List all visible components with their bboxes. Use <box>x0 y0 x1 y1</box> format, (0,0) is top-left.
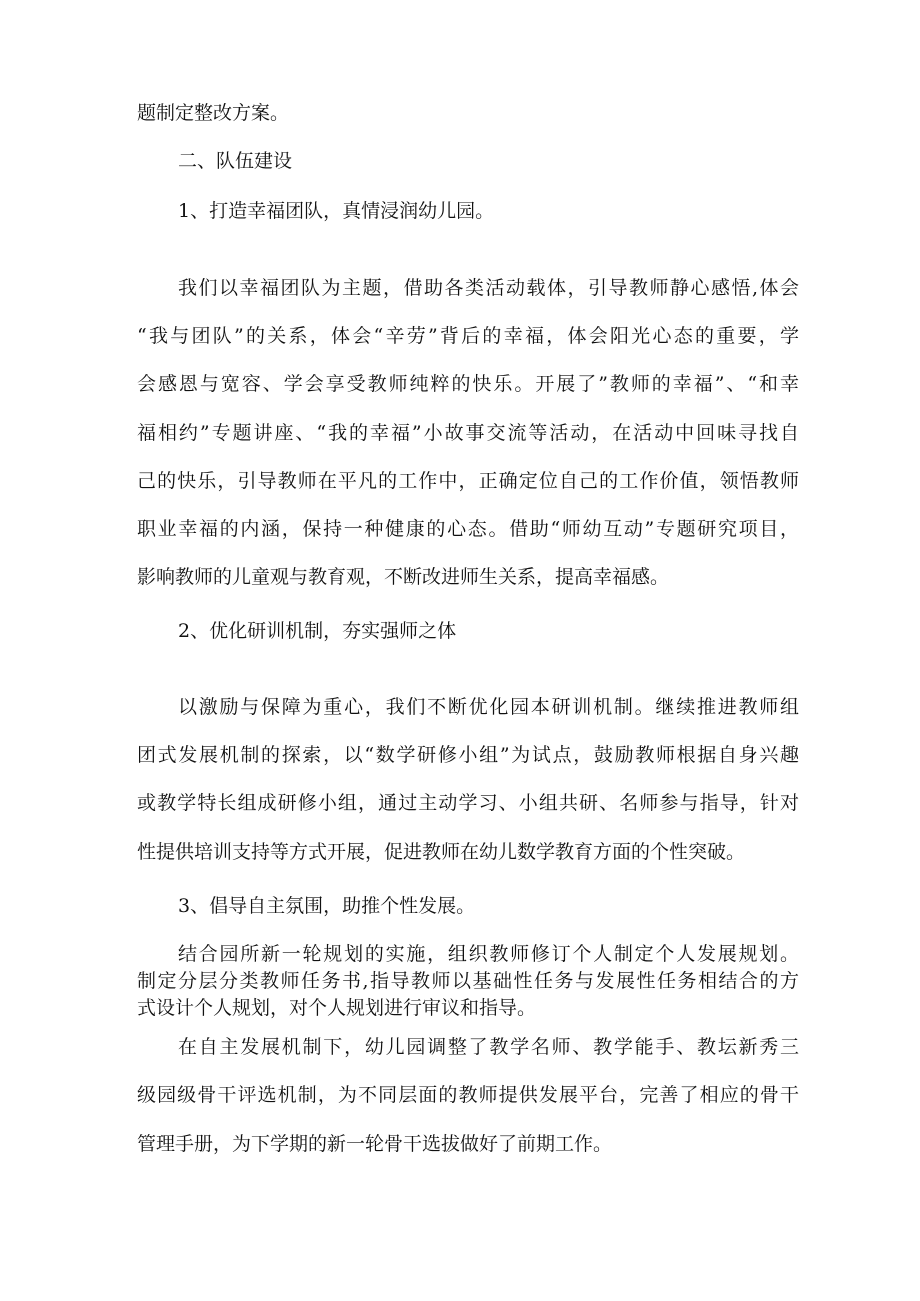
text-line: 影响教师的儿童观与教育观，不断改进师生关系，提高幸福感。 <box>137 566 670 588</box>
subsection-heading: 3、倡导自主氛围，助推个性发展。 <box>178 895 476 917</box>
text-line: 或教学特长组成研修小组，通过主动学习、小组共研、名师参与指导，针对 <box>137 792 799 814</box>
text-line: 以激励与保障为重心，我们不断优化园本研训机制。继续推进教师组 <box>178 696 799 718</box>
text-line: 团式发展机制的探索，以“数学研修小组”为试点，鼓励教师根据自身兴趣 <box>137 744 799 766</box>
text-line: 制定分层分类教师任务书,指导教师以基础性任务与发展性任务相结合的方 <box>137 970 799 992</box>
subsection-heading: 1、打造幸福团队，真情浸润幼儿园。 <box>178 200 495 222</box>
text-line: 管理手册，为下学期的新一轮骨干选拔做好了前期工作。 <box>137 1133 613 1155</box>
text-line: “我与团队”的关系，体会“辛劳”背后的幸福，体会阳光心态的重要，学 <box>137 325 799 347</box>
text-line: 式设计个人规划，对个人规划进行审议和指导。 <box>137 997 537 1019</box>
text-line: 在自主发展机制下，幼儿园调整了教学名师、教学能手、教坛新秀三 <box>178 1036 799 1058</box>
text-line: 会感恩与宽容、学会享受教师纯粹的快乐。开展了”教师的幸福”、“和幸 <box>137 373 799 395</box>
section-heading: 二、队伍建设 <box>178 150 293 172</box>
text-line: 己的快乐，引导教师在平凡的工作中，正确定位自己的工作价值，领悟教师 <box>137 470 799 492</box>
text-line: 结合园所新一轮规划的实施，组织教师修订个人制定个人发展规划。 <box>178 943 799 965</box>
text-line: 题制定整改方案。 <box>137 102 290 124</box>
text-line: 我们以幸福团队为主题，借助各类活动载体，引导教师静心感悟,体会 <box>178 277 799 299</box>
subsection-heading: 2、优化研训机制，夯实强师之体 <box>178 620 457 642</box>
text-line: 性提供培训支持等方式开展，促进教师在幼儿数学教育方面的个性突破。 <box>137 841 746 863</box>
text-line: 级园级骨干评选机制，为不同层面的教师提供发展平台，完善了相应的骨干 <box>137 1084 799 1106</box>
text-line: 职业幸福的内涵，保持一种健康的心态。借助“师幼互动”专题研究项目， <box>137 518 799 540</box>
text-line: 福相约”专题讲座、“我的幸福”小故事交流等活动，在活动中回味寻找自 <box>137 422 799 444</box>
